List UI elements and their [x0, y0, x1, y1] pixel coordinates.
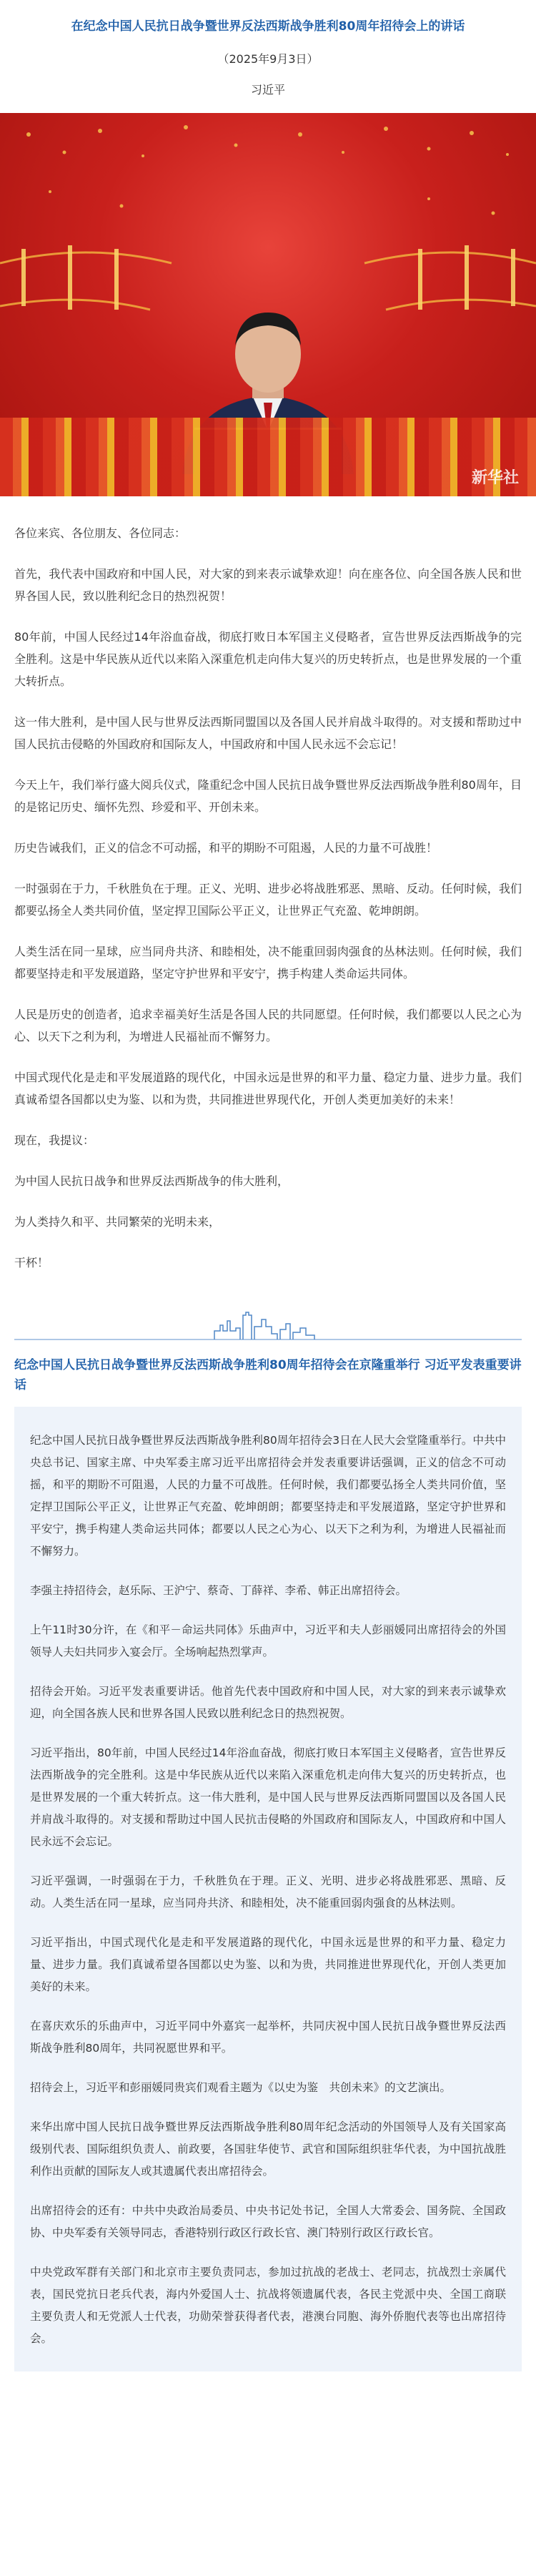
news-paragraph: 来华出席中国人民抗日战争暨世界反法西斯战争胜利80周年纪念活动的外国领导人及有关国家高级别代表、国际组织负责人、前政要，各国驻华使节、武官和国际组织驻华代表，为中国抗战胜利作出贡献的国际友人或其遗属代表出席招待会。 [30, 2120, 506, 2178]
speech-paragraph: 今天上午，我们举行盛大阅兵仪式，隆重纪念中国人民抗日战争暨世界反法西斯战争胜利80周年，目的是铭记历史、缅怀先烈、珍爱和平、开创未来。 [14, 778, 522, 814]
speech-paragraph: 这一伟大胜利，是中国人民与世界反法西斯同盟国以及各国人民并肩战斗取得的。对支援和帮助过中国人民抗击侵略的外国政府和国际友人，中国政府和中国人民永远不会忘记！ [14, 715, 522, 751]
speech-paragraph: 人民是历史的创造者，追求幸福美好生活是各国人民的共同愿望。任何时候，我们都要以人民之心为心、以天下之利为利，为增进人民福祉而不懈努力。 [14, 1008, 522, 1043]
news-title: 纪念中国人民抗日战争暨世界反法西斯战争胜利80周年招待会在京隆重举行 习近平发表重要讲话 [14, 1358, 522, 1392]
speech-date: （2025年9月3日） [217, 52, 319, 66]
speech-paragraph: 现在，我提议： [14, 1134, 95, 1147]
speech-title: 在纪念中国人民抗日战争暨世界反法西斯战争胜利80周年招待会上的讲话 [71, 19, 465, 34]
news-paragraph: 习近平指出，中国式现代化是走和平发展道路的现代化，中国永远是世界的和平力量、稳定力量、进步力量。我们真诚希望各国都以史为鉴、以和为贵，共同推进世界现代化，开创人类更加美好的未来。 [30, 1936, 506, 1993]
news-paragraph: 习近平强调，一时强弱在于力，千秋胜负在于理。正义、光明、进步必将战胜邪恶、黑暗、反动。人类生活在同一星球，应当同舟共济、和睦相处，决不能重回弱肉强食的丛林法则。 [30, 1874, 506, 1909]
news-report-box [14, 1407, 522, 2371]
speech-paragraph: 历史告诫我们，正义的信念不可动摇，和平的期盼不可阻遏，人民的力量不可战胜！ [14, 841, 438, 855]
news-paragraph: 在喜庆欢乐的乐曲声中，习近平同中外嘉宾一起举杯，共同庆祝中国人民抗日战争暨世界反法西斯战争胜利80周年，共同祝愿世界和平。 [30, 2020, 506, 2055]
news-paragraph: 纪念中国人民抗日战争暨世界反法西斯战争胜利80周年招待会3日在人民大会堂隆重举行。中共中央总书记、国家主席、中央军委主席习近平出席招待会并发表重要讲话强调，正义的信念不可动摇，和平的期盼不可阻遏，人民的力量不可战胜。任何时候，我们都要弘扬全人类共同价值，坚定捍卫国际公平正义，让世界正气充盈、乾坤朗朗；都要坚持走和平发展道路，坚定守护世界和平安宁，携手构建人类命运共同体；都要以人民之心为心、以天下之利为利，为增进人民福祉而不懈努力。 [30, 1434, 506, 1558]
speech-photo [0, 113, 536, 496]
speech-paragraph: 一时强弱在于力，千秋胜负在于理。正义、光明、进步必将战胜邪恶、黑暗、反动。任何时候，我们都要弘扬全人类共同价值，坚定捍卫国际公平正义，让世界正气充盈、乾坤朗朗。 [14, 882, 522, 918]
news-paragraph: 李强主持招待会，赵乐际、王沪宁、蔡奇、丁薛祥、李希、韩正出席招待会。 [30, 1584, 407, 1597]
speech-paragraph: 人类生活在同一星球，应当同舟共济、和睦相处，决不能重回弱肉强食的丛林法则。任何时候，我们都要坚持走和平发展道路，坚定守护世界和平安宁，携手构建人类命运共同体。 [14, 945, 522, 980]
speech-paragraph: 首先，我代表中国政府和中国人民，对大家的到来表示诚挚欢迎！向在座各位、向全国各族人民和世界各国人民，致以胜利纪念日的热烈祝贺！ [14, 567, 522, 603]
speech-author: 习近平 [250, 83, 285, 97]
news-paragraph: 中央党政军群有关部门和北京市主要负责同志，参加过抗战的老战士、老同志，抗战烈士亲属代表，国民党抗日老兵代表，海内外爱国人士、抗战将领遗属代表，各民主党派中央、全国工商联主要负责人和无党派人士代表，功勋荣誉获得者代表，港澳台同胞、海外侨胞代表等也出席招待会。 [30, 2266, 506, 2345]
news-paragraph: 上午11时30分许，在《和平－命运共同体》乐曲声中，习近平和夫人彭丽媛同出席招待会的外国领导人夫妇共同步入宴会厅。全场响起热烈掌声。 [30, 1623, 506, 1658]
speech-paragraph: 各位来宾、各位朋友、各位同志： [14, 526, 187, 540]
news-paragraph: 招待会开始。习近平发表重要讲话。他首先代表中国政府和中国人民，对大家的到来表示诚挚欢迎，向全国各族人民和世界各国人民致以胜利纪念日的热烈祝贺。 [30, 1685, 506, 1720]
city-skyline-divider [0, 1309, 536, 1345]
speech-body [0, 522, 536, 1274]
speech-paragraph: 为人类持久和平、共同繁荣的光明未来， [14, 1215, 221, 1229]
speech-paragraph: 为中国人民抗日战争和世界反法西斯战争的伟大胜利， [14, 1174, 289, 1188]
speech-paragraph: 80年前，中国人民经过14年浴血奋战，彻底打败日本军国主义侵略者，宣告世界反法西斯战争的完全胜利。这是中华民族从近代以来陷入深重危机走向伟大复兴的历史转折点，也是世界发展的一个重大转折点。 [14, 630, 522, 688]
news-paragraph: 出席招待会的还有：中共中央政治局委员、中央书记处书记，全国人大常委会、国务院、全国政协、中央军委有关领导同志，香港特别行政区行政长官、澳门特别行政区行政长官。 [30, 2204, 506, 2239]
speech-paragraph: 中国式现代化是走和平发展道路的现代化，中国永远是世界的和平力量、稳定力量、进步力量。我们真诚希望各国都以史为鉴、以和为贵，共同推进世界现代化，开创人类更加美好的未来！ [14, 1071, 522, 1106]
news-paragraph: 招待会上，习近平和彭丽媛同贵宾们观看主题为《以史为鉴 共创未来》的文艺演出。 [30, 2081, 452, 2094]
speech-paragraph: 干杯！ [14, 1256, 49, 1269]
news-paragraph: 习近平指出，80年前，中国人民经过14年浴血奋战，彻底打败日本军国主义侵略者，宣告世界反法西斯战争的完全胜利。这是中华民族从近代以来陷入深重危机走向伟大复兴的历史转折点，也是世界发展的一个重大转折点。这一伟大胜利，是中国人民与世界反法西斯同盟国以及各国人民并肩战斗取得的。对支援和帮助过中国人民抗击侵略的外国政府和国际友人，中国政府和中国人民永远不会忘记。 [30, 1746, 506, 1848]
flower-arrangement [0, 418, 536, 496]
photo-watermark: 新华社 [471, 468, 519, 487]
